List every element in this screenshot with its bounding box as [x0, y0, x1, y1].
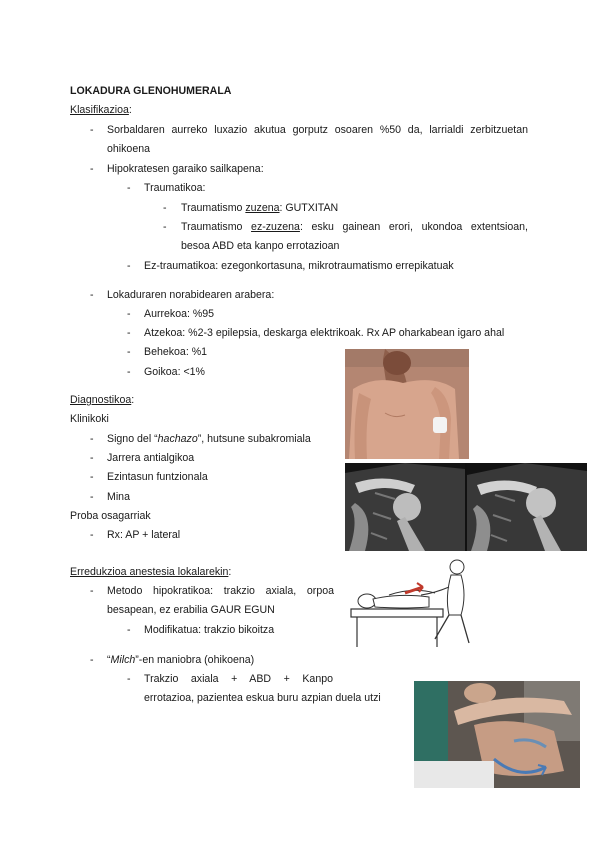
bullet-dash: -: [127, 673, 131, 685]
bullet-dash: -: [90, 452, 94, 464]
bullet-dash: -: [90, 471, 94, 483]
bullet-dash: -: [90, 654, 94, 666]
bullet-dash: -: [90, 491, 94, 503]
section-heading-diagnostikoa: Diagnostikoa:: [70, 394, 135, 406]
list-item: Sorbaldaren aurreko luxazio akutua gorputz osoaren %50 da, larrialdi zerbitzuetan: [107, 124, 528, 136]
list-item: Signo del “hachazo”, hutsune subakromiala: [107, 433, 311, 445]
list-item-continued: ohikoena: [107, 143, 151, 155]
bullet-dash: -: [90, 585, 94, 597]
section-heading-klasifikazioa: Klasifikazioa:: [70, 104, 132, 116]
hippocratic-method-drawing: [349, 557, 489, 649]
list-item: Goikoa: <1%: [144, 366, 205, 378]
bullet-dash: -: [163, 202, 167, 214]
list-item: Atzekoa: %2-3 epilepsia, deskarga elektrikoak. Rx AP oharkabean igaro ahal: [144, 327, 505, 339]
patient-shoulder-photo: [345, 349, 469, 459]
bullet-dash: -: [163, 221, 167, 233]
list-item: Jarrera antialgikoa: [107, 452, 195, 464]
list-item: Behekoa: %1: [144, 346, 208, 358]
list-item: Ez-traumatikoa: ezegonkortasuna, mikrotraumatismo errepikatuak: [144, 260, 454, 272]
bullet-dash: -: [127, 366, 131, 378]
bullet-dash: -: [127, 346, 131, 358]
list-item: Lokaduraren norabidearen arabera:: [107, 289, 275, 301]
bullet-dash: -: [90, 433, 94, 445]
list-item-continued: besapean, ez erabilia GAUR EGUN: [107, 604, 275, 616]
page-title: LOKADURA GLENOHUMERALA: [70, 85, 232, 97]
list-item: Mina: [107, 491, 130, 503]
bullet-dash: -: [90, 529, 94, 541]
bullet-dash: -: [90, 289, 94, 301]
bullet-dash: -: [127, 260, 131, 272]
list-item: Modifikatua: trakzio bikoitza: [144, 624, 275, 636]
bullet-dash: -: [127, 624, 131, 636]
list-item: Traumatismo zuzena: GUTXITAN: [181, 202, 339, 214]
list-item: Trakzio axiala + ABD + Kanpo: [144, 673, 333, 685]
list-item: “Milch”-en maniobra (ohikoena): [107, 654, 255, 666]
bullet-dash: -: [127, 327, 131, 339]
list-item: Rx: AP + lateral: [107, 529, 181, 541]
bullet-dash: -: [90, 124, 94, 136]
subheading: Proba osagarriak: [70, 510, 151, 522]
list-item-continued: besoa ABD eta kanpo errotazioan: [181, 240, 340, 252]
list-item: Ezintasun funtzionala: [107, 471, 208, 483]
list-item: Metodo hipokratikoa: trakzio axiala, orpoa: [107, 585, 334, 597]
bullet-dash: -: [90, 163, 94, 175]
shoulder-xray-pair: [345, 463, 587, 551]
bullet-dash: -: [127, 182, 131, 194]
section-heading-erredukzioa: Erredukzioa anestesia lokalarekin:: [70, 566, 232, 578]
list-item: Hipokratesen garaiko sailkapena:: [107, 163, 264, 175]
list-item: Aurrekoa: %95: [144, 308, 215, 320]
bullet-dash: -: [127, 308, 131, 320]
list-item: Traumatismo ez-zuzena: esku gainean erori, ukondoa extentsioan,: [181, 221, 529, 233]
list-item-continued: errotazioa, pazientea eskua buru azpian duela utzi: [144, 692, 381, 704]
list-item: Traumatikoa:: [144, 182, 206, 194]
milch-maneuver-photo: [414, 681, 580, 788]
subheading: Klinikoki: [70, 413, 109, 425]
